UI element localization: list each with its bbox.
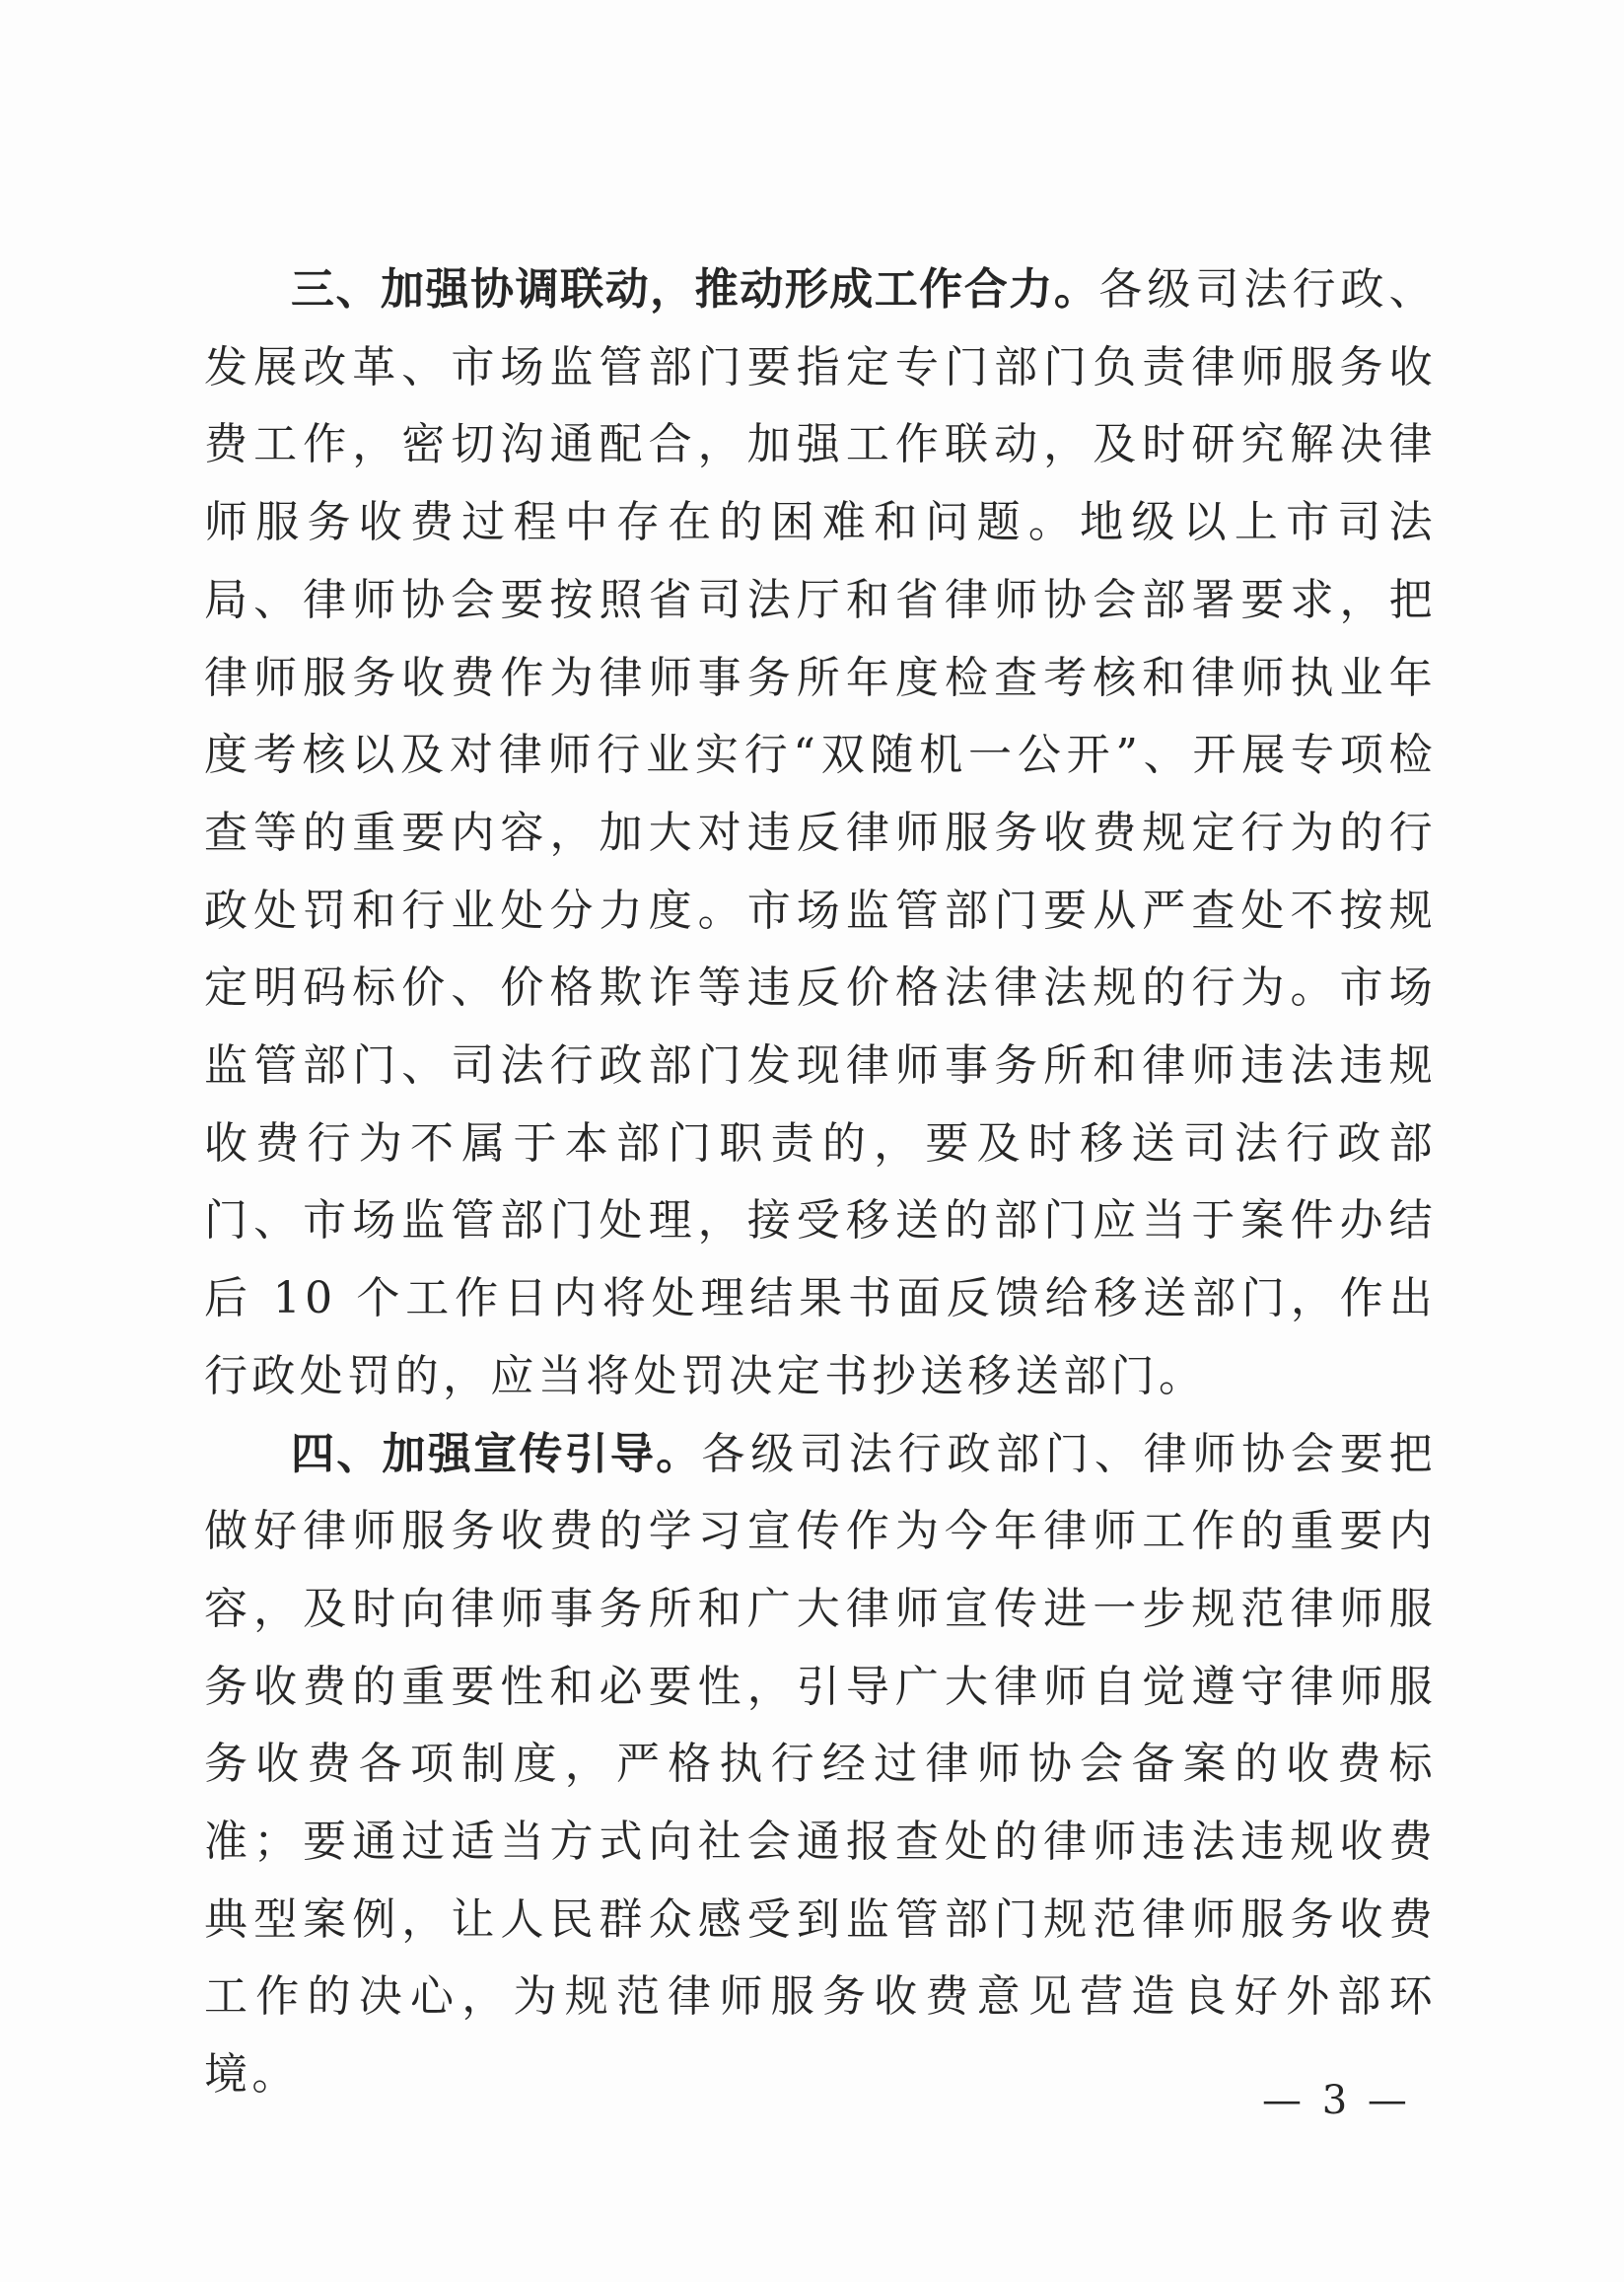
section-3-body: 各级司法行政、发展改革、市场监管部门要指定专门部门负责律师服务收费工作，密切沟通配合，加强工作联动，及时研究解决律师服务收费过程中存在的困难和问题。地级以上市司法局、律师协会要按照省司法厅和省律师协会部署要求，把律师服务收费作为律师事务所年度检查考核和律师执业年度考核以及对律师行业实行“双随机一公开”、开展专项检查等的重要内容，加大对违反律师服务收费规定行为的行政处罚和行业处分力度。市场监管部门要从严查处不按规定明码标价、价格欺诈等违反价格法律法规的行为。市场监管部门、司法行政部门发现律师事务所和律师违法违规收费行为不属于本部门职责的，要及时移送司法行政部门、市场监管部门处理，接受移送的部门应当于案件办结后 10 个工作日内将处理结果书面反馈给移送部门，作出行政处罚的，应当将处罚决定书抄送移送部门。 [204, 264, 1437, 1401]
section-3-paragraph [204, 251, 1437, 1416]
page-number: — 3 — [1262, 2078, 1411, 2123]
section-4-paragraph [204, 1416, 1437, 2114]
section-4-body: 各级司法行政部门、律师协会要把做好律师服务收费的学习宣传作为今年律师工作的重要内容，及时向律师事务所和广大律师宣传进一步规范律师服务收费的重要性和必要性，引导广大律师自觉遵守律师服务收费各项制度，严格执行经过律师协会备案的收费标准；要通过适当方式向社会通报查处的律师违法违规收费典型案例，让人民群众感受到监管部门规范律师服务收费工作的决心，为规范律师服务收费意见营造良好外部环境。 [204, 1428, 1438, 2101]
section-3-heading: 三、加强协调联动，推动形成工作合力。 [291, 264, 1099, 315]
document-body [204, 251, 1437, 2114]
section-4-heading: 四、加强宣传引导。 [291, 1428, 702, 1479]
